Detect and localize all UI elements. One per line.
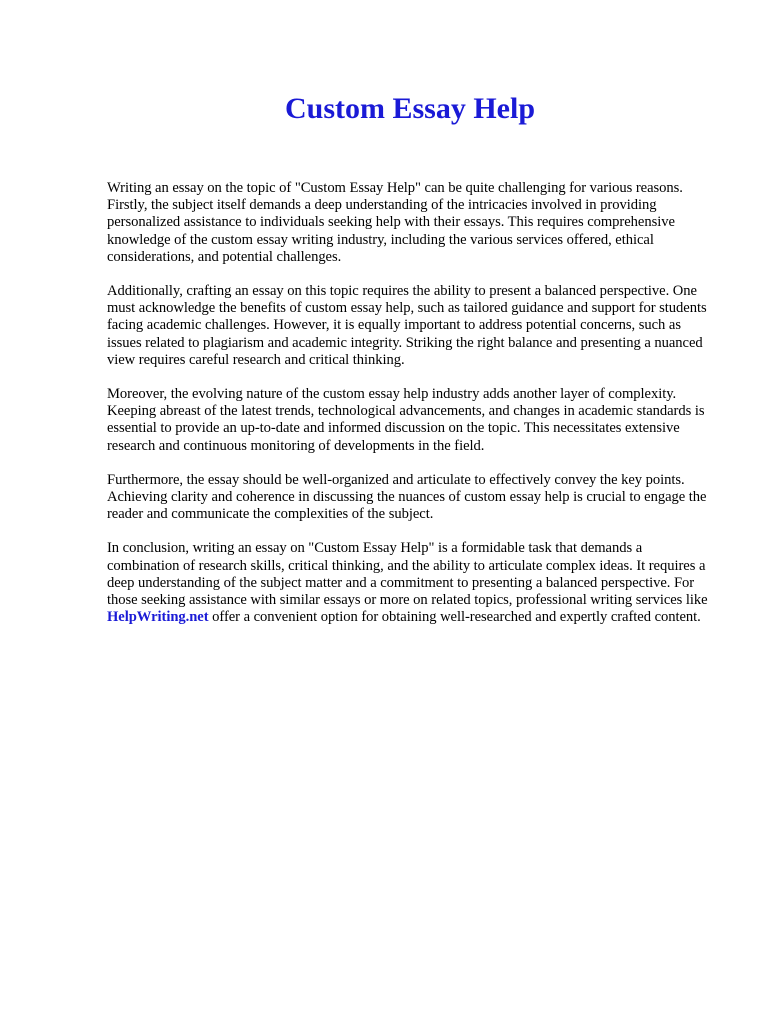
paragraph-1: Writing an essay on the topic of "Custom Essay Help" can be quite challenging for various reasons. Firstly, the subject itself demands a deep understanding of the intricacies involved in providing personalized assistance to individuals seeking help with their essays. This requires comprehensive knowledge of the custom essay writing industry, including the various services offered, ethical considerations, and potential challenges. — [107, 180, 683, 265]
conclusion-text-after-link: offer a convenient option for obtaining well-researched and expertly crafted content. — [208, 609, 701, 626]
conclusion-text-before-link: In conclusion, writing an essay on "Custom Essay Help" is a formidable task that demands a combination of research skills, critical thinking, and the ability to articulate complex ideas. It requires a deep understanding of the subject matter and a commitment to presenting a balanced perspective. For those seeking assistance with similar essays or more on related topics, professional writing services like — [107, 540, 708, 609]
essay-body — [107, 180, 713, 643]
paragraph-2: Additionally, crafting an essay on this topic requires the ability to present a balanced perspective. One must acknowledge the benefits of custom essay help, such as tailored guidance and support for students facing academic challenges. However, it is equally important to address potential concerns, such as issues related to plagiarism and academic integrity. Striking the right balance and presenting a nuanced view requires careful research and critical thinking. — [107, 283, 707, 368]
document-title: Custom Essay Help — [284, 92, 536, 125]
helpwriting-link[interactable]: HelpWriting.net — [107, 609, 209, 626]
paragraph-4: Furthermore, the essay should be well-organized and articulate to effectively convey the key points. Achieving clarity and coherence in discussing the nuances of custom essay help is crucial to engage the reader and communicate the complexities of the subject. — [107, 471, 707, 523]
paragraph-3: Moreover, the evolving nature of the custom essay help industry adds another layer of complexity. Keeping abreast of the latest trends, technological advancements, and changes in academic standards is essential to provide an up-to-date and informed discussion on the topic. This necessitates extensive research and continuous monitoring of developments in the field. — [107, 386, 705, 454]
conclusion-paragraph — [107, 540, 713, 626]
